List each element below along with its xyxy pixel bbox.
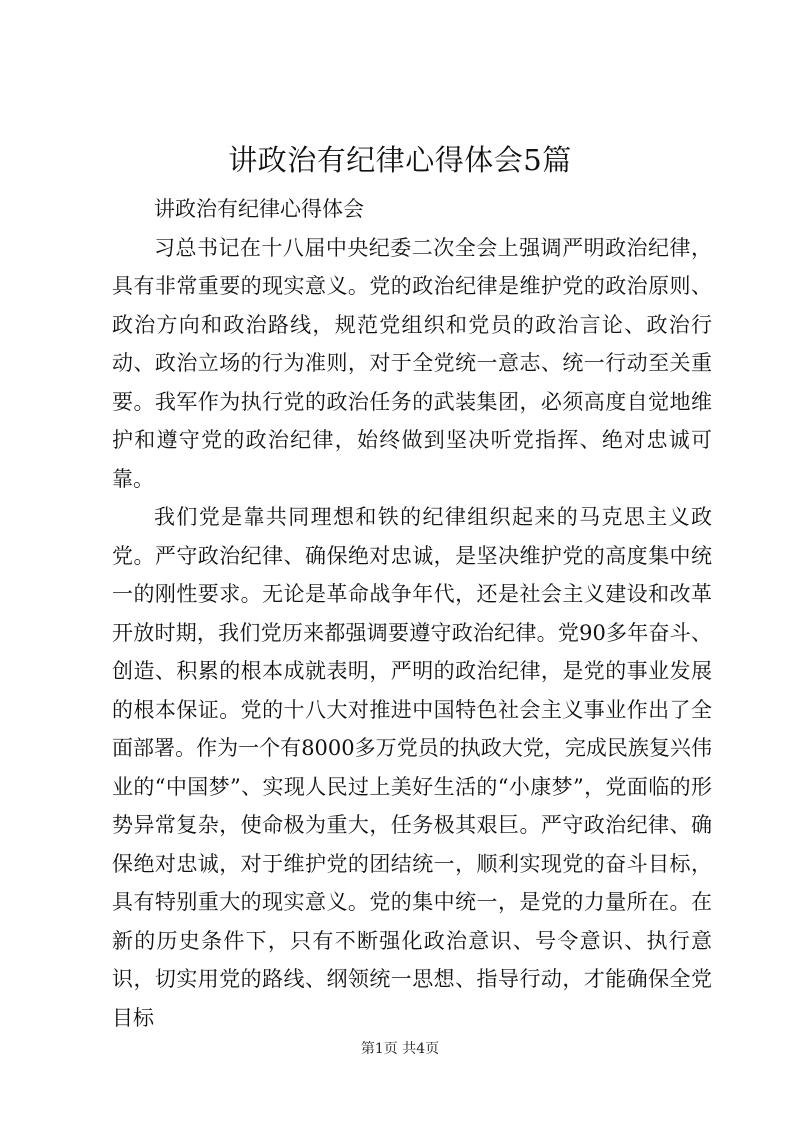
paragraph: 我们党是靠共同理想和铁的纪律组织起来的马克思主义政党。严守政治纪律、确保绝对忠诚，是坚决维护党的高度集中统一的刚性要求。无论是革命战争年代，还是社会主义建设和改革开放时期，我们党历来都强调要遵守政治纪律。党90多年奋斗、创造、积累的根本成就表明，严明的政治纪律，是党的事业发展的根本保证。党的十八大对推进中国特色社会主义事业作出了全面部署。作为一个有8000多万党员的执政大党，完成民族复兴伟业的“中国梦”、实现人民过上美好生活的“小康梦”，党面临的形势异常复杂，使命极为重大，任务极其艰巨。严守政治纪律、确保绝对忠诚，对于维护党的团结统一，顺利实现党的奋斗目标，具有特别重大的现实意义。党的集中统一，是党的力量所在。在新的历史条件下，只有不断强化政治意识、号令意识、执行意识，切实用党的路线、纲领统一思想、指导行动，才能确保全党目标 — [112, 505, 712, 1030]
document-body — [112, 190, 712, 1037]
page-footer: 第1页 共4页 — [360, 1041, 440, 1057]
paragraph: 习总书记在十八届中央纪委二次全会上强调严明政治纪律，具有非常重要的现实意义。党的政治纪律是维护党的政治原则、政治方向和政治路线，规范党组织和党员的政治言论、政治行动、政治立场的行为准则，对于全党统一意志、统一行动至关重要。我军作为执行党的政治任务的武装集团，必须高度自觉地维护和遵守党的政治纪律，始终做到坚决听党指挥、绝对忠诚可靠。 — [112, 235, 712, 491]
document-title: 讲政治有纪律心得体会5篇 — [228, 143, 572, 177]
document-subtitle: 讲政治有纪律心得体会 — [154, 197, 364, 221]
